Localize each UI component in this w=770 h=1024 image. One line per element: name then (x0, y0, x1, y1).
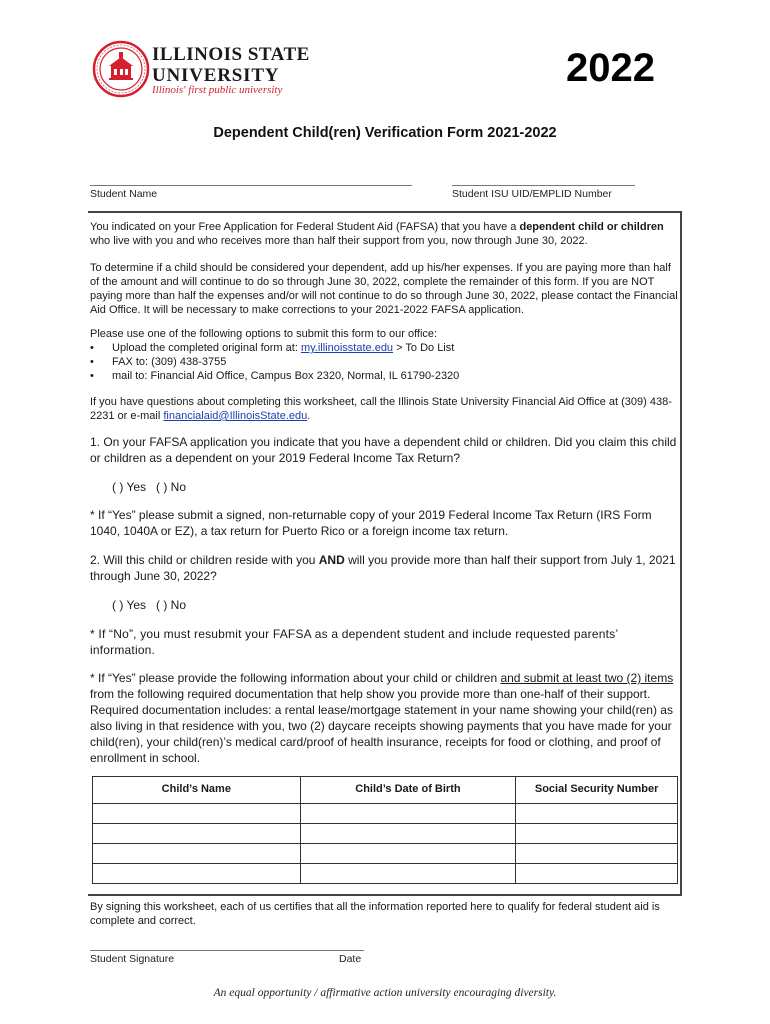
table-cell[interactable] (300, 824, 516, 844)
student-id-label: Student ISU UID/EMPLID Number (452, 188, 612, 200)
table-cell[interactable] (93, 864, 301, 884)
student-id-line[interactable] (452, 185, 635, 186)
table-header-row (93, 777, 678, 804)
logo-tagline: Illinois' first public university (152, 84, 283, 96)
student-name-label: Student Name (90, 188, 158, 200)
university-logo (92, 40, 310, 100)
date-label: Date (339, 953, 362, 965)
form-title: Dependent Child(ren) Verification Form 2021-2022 (213, 125, 557, 141)
intro-paragraph (90, 220, 680, 248)
question-2-text-a: 2. Will this child or children reside with you (90, 553, 319, 567)
question-2-note-no: * If “No”, you must resubmit your FAFSA as a dependent student and include requested parents’ information. (90, 627, 618, 657)
logo-line-2: UNIVERSITY (152, 65, 280, 86)
question-2-text-c: will you provide more than half their support from July 1, 2021 through June 30, 2022? (90, 553, 676, 583)
table-cell[interactable] (93, 824, 301, 844)
children-table (92, 776, 678, 884)
question-2-note-yes (90, 670, 680, 766)
intro-text-a: You indicated on your Free Application for Federal Student Aid (FAFSA) that you have a (90, 221, 520, 233)
note-yes-underlined: and submit at least two (2) items (500, 671, 674, 685)
instructions-paragraph: To determine if a child should be considered your dependent, add up his/her expenses. If you are paying more than half of the amount and will continue to do so through June 30, 2022, complete the remainder of this form. If you are NOT paying more than half the expenses and/or will not continue to do so through June 30, 2022, please contact the Financial Aid Office. It will be necessary to make corrections to your 2021-2022 FAFSA application. (90, 262, 678, 316)
todo-text: > To Do List (393, 342, 455, 354)
question-1-options[interactable]: ( ) Yes ( ) No (112, 480, 187, 494)
column-header-child-dob: Child’s Date of Birth (300, 777, 516, 804)
table-row (93, 864, 678, 884)
list-item (90, 341, 680, 355)
question-1: 1. On your FAFSA application you indicate that you have a dependent child or children. Did you claim this child or children as a dependent on your 2019 Federal Income Tax Return? (90, 435, 677, 465)
submit-options (90, 327, 680, 383)
signature-label: Student Signature (90, 953, 175, 965)
intro-text-bold: dependent child or children (519, 221, 664, 233)
table-cell[interactable] (516, 824, 678, 844)
portal-link[interactable]: my.illinoisstate.edu (300, 342, 394, 354)
intro-text-c: who live with you and who receives more than half their support from you, now through June 30, 2022. (90, 235, 588, 247)
contact-text: If you have questions about completing this worksheet, call the Illinois State University Financial Aid Office at (309) 438-2231 or e-mail (90, 396, 672, 422)
contact-period: . (307, 410, 311, 422)
email-link[interactable]: financialaid@IllinoisState.edu (163, 410, 308, 422)
footer-statement: An equal opportunity / affirmative action university encouraging diversity. (213, 987, 557, 999)
list-item: • FAX to: (309) 438-3755 (90, 355, 680, 369)
signature-line[interactable] (90, 950, 364, 951)
question-1-note: * If “Yes” please submit a signed, non-returnable copy of your 2019 Federal Income Tax Return (IRS Form 1040, 1040A or EZ), a tax return for Puerto Rico or a foreign income tax return. (90, 508, 652, 538)
table-row (93, 804, 678, 824)
table-cell[interactable] (516, 844, 678, 864)
table-row (93, 824, 678, 844)
note-yes-text-a: * If “Yes” please provide the following information about your child or children (90, 671, 501, 685)
table-cell[interactable] (300, 844, 516, 864)
question-2-bold: AND (318, 553, 345, 567)
table-cell[interactable] (93, 844, 301, 864)
column-header-child-name: Child’s Name (93, 777, 301, 804)
submit-options-intro: Please use one of the following options to submit this form to our office: (90, 328, 438, 340)
table-row (93, 844, 678, 864)
upload-text: Upload the completed original form at: (112, 342, 301, 354)
note-yes-text-b: from the following required documentation that help show you provide more than one-half of their support. Required documentation includes: a rental lease/mortgage statement in your name showing your child(ren) as also living in that residence with you, two (2) daycare receipts showing payments that you have made for your child(ren), your child(ren)’s medical card/proof of health insurance, receipts for food or clothing, and proof of enrollment in school. (90, 687, 673, 765)
question-2-options[interactable]: ( ) Yes ( ) No (112, 598, 187, 612)
table-cell[interactable] (300, 864, 516, 884)
student-name-line[interactable] (90, 185, 412, 186)
submit-options-list (90, 341, 680, 383)
table-cell[interactable] (300, 804, 516, 824)
list-item: • mail to: Financial Aid Office, Campus Box 2320, Normal, IL 61790-2320 (90, 369, 680, 383)
university-seal-icon (92, 40, 150, 98)
contact-paragraph (90, 395, 680, 423)
certification-text: By signing this worksheet, each of us certifies that all the information reported here to qualify for federal student aid is complete and correct. (90, 901, 660, 927)
table-cell[interactable] (93, 804, 301, 824)
question-2 (90, 552, 680, 584)
logo-line-1: ILLINOIS STATE (152, 44, 310, 65)
table-cell[interactable] (516, 864, 678, 884)
form-year: 2022 (566, 46, 655, 90)
column-header-ssn: Social Security Number (516, 777, 678, 804)
table-cell[interactable] (516, 804, 678, 824)
